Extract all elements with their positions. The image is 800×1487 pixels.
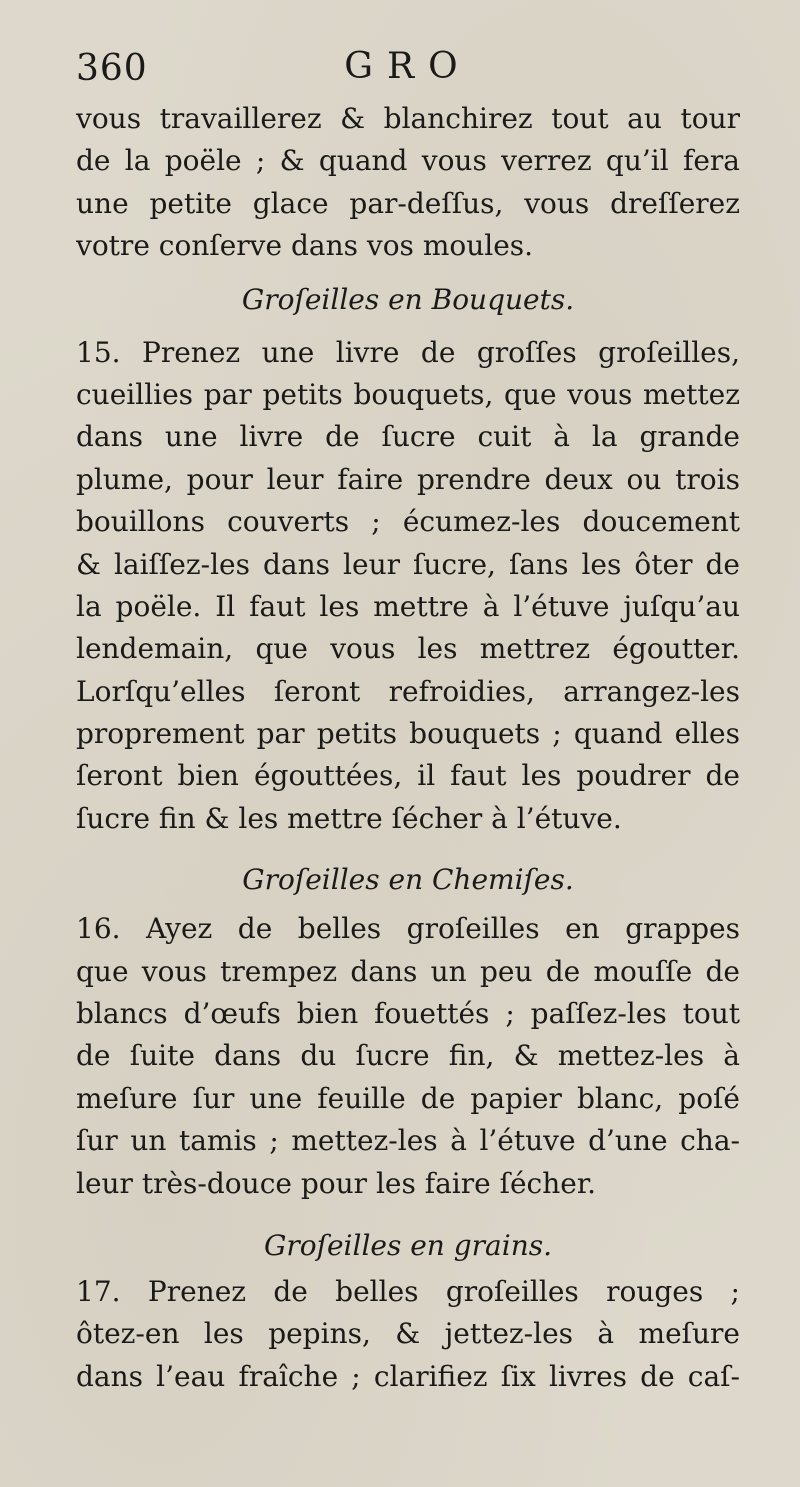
page-number: 360 [76, 48, 148, 89]
text-line: vous travaillerez & blanchirez tout au tour [76, 102, 740, 135]
text-line: dans l’eau fraîche ; clarifiez ſix livres de caſ- [76, 1359, 740, 1393]
page-header [76, 40, 740, 100]
text-line: lendemain, que vous les mettrez égoutter. [76, 632, 740, 666]
running-head: GRO [344, 46, 472, 87]
paragraph-17 [76, 1271, 740, 1398]
text-line: meſure ſur une feuille de papier blanc, poſé [76, 1081, 740, 1115]
text-line: 17. Prenez de belles groſeilles rouges ; [76, 1274, 740, 1308]
text-line: que vous trempez dans un peu de mouſſe de [76, 954, 740, 988]
text-line: ſucre fin & les mettre ſécher à l’étuve. [76, 801, 622, 835]
text-line: 16. Ayez de belles groſeilles en grappes [76, 912, 740, 946]
paragraph-15 [76, 332, 740, 841]
text-line: leur très-douce pour les faire ſécher. [76, 1166, 597, 1200]
section-heading-chemises: Groſeilles en Chemiſes. [242, 863, 574, 897]
text-line: ſeront bien égouttées, il faut les poudrer de [76, 759, 740, 793]
paragraph-16 [76, 908, 740, 1205]
text-line: Lorſqu’elles ſeront refroidies, arrangez-les [76, 674, 740, 708]
text-line: votre conſerve dans vos moules. [76, 229, 534, 263]
section-heading-bouquets: Groſeilles en Bouquets. [241, 282, 575, 316]
text-line: dans une livre de ſucre cuit à la grande [76, 420, 740, 454]
section-heading-grains: Groſeilles en grains. [263, 1228, 552, 1262]
text-line: de ſuite dans du ſucre fin, & mettez-les à [76, 1039, 740, 1073]
text-line: proprement par petits bouquets ; quand elles [76, 717, 740, 751]
text-line: bouillons couverts ; écumez-les doucement [76, 505, 740, 539]
text-line: ôtez-en les pepins, & jettez-les à meſure [76, 1317, 740, 1351]
text-line: blancs d’œufs bien fouettés ; paſſez-les tout [76, 997, 740, 1031]
text-line: une petite glace par-deſſus, vous dreſſerez [76, 186, 740, 220]
text-line: la poële. Il faut les mettre à l’étuve juſqu’au [76, 589, 740, 623]
text-line: ſur un tamis ; mettez-les à l’étuve d’une cha- [76, 1124, 740, 1158]
body-text [76, 98, 740, 1398]
text-line: 15. Prenez une livre de groſſes groſeilles, [76, 335, 740, 369]
text-line: & laiſſez-les dans leur ſucre, ſans les ôter de [76, 547, 740, 581]
text-line: de la poële ; & quand vous verrez qu’il fera [76, 144, 740, 178]
text-line: cueillies par petits bouquets, que vous mettez [76, 377, 740, 411]
text-line: plume, pour leur faire prendre deux ou trois [76, 462, 740, 496]
paragraph-intro [76, 98, 740, 268]
